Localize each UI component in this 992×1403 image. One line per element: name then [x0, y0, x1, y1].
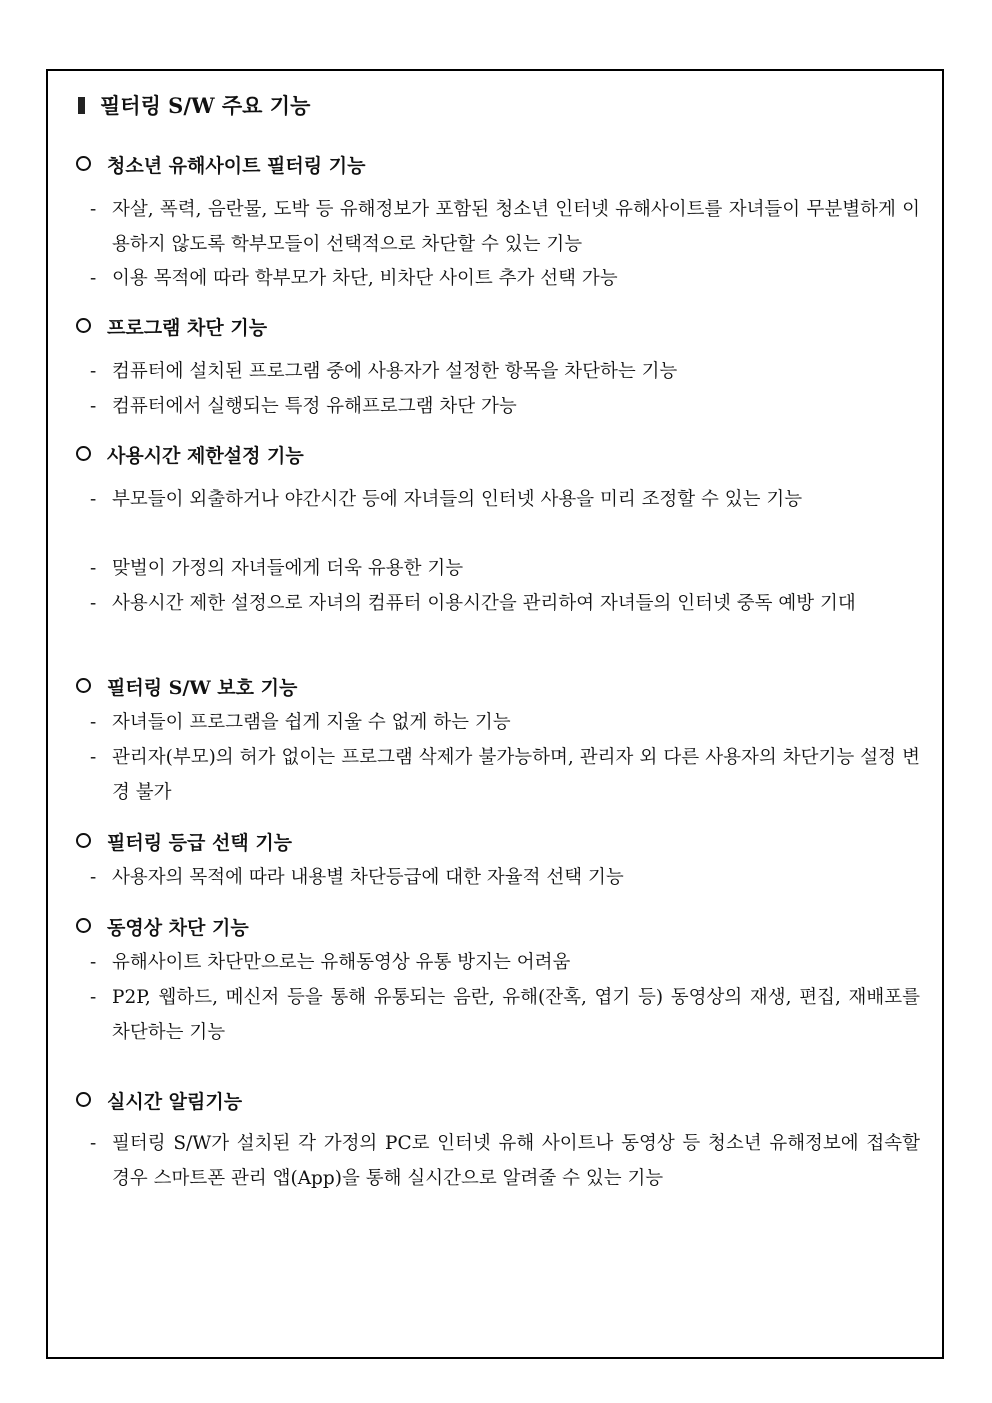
- dash-marker: -: [90, 396, 97, 417]
- dash-marker: -: [90, 361, 97, 382]
- list-item: [90, 586, 920, 621]
- section-heading-text: 동영상 차단 기능: [107, 917, 249, 939]
- list-item: [90, 551, 920, 586]
- document-title-text: 필터링 S/W 주요 기능: [100, 93, 311, 118]
- list-item: [90, 354, 920, 389]
- section-heading-text: 필터링 S/W 보호 기능: [107, 677, 298, 699]
- section-heading-text: 프로그램 차단 기능: [107, 317, 268, 339]
- circle-bullet-icon: [76, 833, 91, 848]
- section-heading-text: 실시간 알림기능: [107, 1091, 243, 1113]
- list-item-text: 컴퓨터에 설치된 프로그램 중에 사용자가 설정한 항목을 차단하는 기능: [112, 361, 678, 382]
- dash-marker: -: [90, 867, 97, 888]
- list-item-text: 이용 목적에 따라 학부모가 차단, 비차단 사이트 추가 선택 가능: [112, 268, 618, 289]
- list-item: [90, 389, 920, 424]
- list-item: [90, 980, 920, 1050]
- list-item-text: P2P, 웹하드, 메신저 등을 통해 유통되는 음란, 유해(잔혹, 엽기 등) 동영상의 재생, 편집, 재배포를 차단하는 기능: [112, 987, 920, 1043]
- section-heading-realtime-alert: [76, 1089, 242, 1115]
- list-item: [90, 945, 920, 980]
- list-item-text: 컴퓨터에서 실행되는 특정 유해프로그램 차단 가능: [112, 396, 517, 417]
- circle-bullet-icon: [76, 1092, 91, 1107]
- dash-marker: -: [90, 199, 97, 220]
- circle-bullet-icon: [76, 156, 91, 171]
- list-item: [90, 192, 920, 262]
- list-item-text: 필터링 S/W가 설치된 각 가정의 PC로 인터넷 유해 사이트나 동영상 등 청소년 유해정보에 접속할 경우 스마트폰 관리 앱(App)을 통해 실시간으로 알려줄 수 있는 기능: [112, 1133, 920, 1189]
- list-item: [90, 261, 920, 296]
- dash-marker: -: [90, 712, 97, 733]
- list-item-text: 자살, 폭력, 음란물, 도박 등 유해정보가 포함된 청소년 인터넷 유해사이트를 자녀들이 무분별하게 이용하지 않도록 학부모들이 선택적으로 차단할 수 있는 기능: [112, 199, 920, 255]
- list-item: [90, 705, 920, 740]
- list-item-text: 자녀들이 프로그램을 쉽게 지울 수 없게 하는 기능: [112, 712, 511, 733]
- section-heading-filtering-grade: [76, 830, 292, 856]
- title-bar-marker: [78, 97, 85, 114]
- list-item: [90, 1126, 920, 1196]
- section-heading-program-blocking: [76, 315, 267, 341]
- dash-marker: -: [90, 952, 97, 973]
- list-item: [90, 860, 920, 895]
- list-item-text: 사용자의 목적에 따라 내용별 차단등급에 대한 자율적 선택 기능: [112, 867, 624, 888]
- circle-bullet-icon: [76, 318, 91, 333]
- list-item: [90, 740, 920, 810]
- section-heading-video-blocking: [76, 915, 249, 941]
- list-item-text: 부모들이 외출하거나 야간시간 등에 자녀들의 인터넷 사용을 미리 조정할 수 있는 기능: [112, 489, 803, 510]
- list-item-text: 사용시간 제한 설정으로 자녀의 컴퓨터 이용시간을 관리하여 자녀들의 인터넷 중독 예방 기대: [112, 593, 856, 614]
- dash-marker: -: [90, 558, 97, 579]
- dash-marker: -: [90, 593, 97, 614]
- dash-marker: -: [90, 268, 97, 289]
- dash-marker: -: [90, 489, 97, 510]
- dash-marker: -: [90, 1133, 97, 1154]
- section-heading-teen-site-filtering: [76, 153, 365, 179]
- section-heading-usage-time-limit: [76, 443, 304, 469]
- circle-bullet-icon: [76, 446, 91, 461]
- section-heading-text: 청소년 유해사이트 필터링 기능: [107, 155, 366, 177]
- dash-marker: -: [90, 987, 97, 1008]
- list-item-text: 관리자(부모)의 허가 없이는 프로그램 삭제가 불가능하며, 관리자 외 다른 사용자의 차단기능 설정 변경 불가: [112, 747, 920, 803]
- dash-marker: -: [90, 747, 97, 768]
- list-item-text: 유해사이트 차단만으로는 유해동영상 유통 방지는 어려움: [112, 952, 571, 973]
- list-item: [90, 482, 920, 517]
- section-heading-text: 사용시간 제한설정 기능: [107, 445, 304, 467]
- circle-bullet-icon: [76, 678, 91, 693]
- circle-bullet-icon: [76, 918, 91, 933]
- document-title: [78, 92, 310, 120]
- list-item-text: 맞벌이 가정의 자녀들에게 더욱 유용한 기능: [112, 558, 464, 579]
- section-heading-sw-protection: [76, 675, 297, 701]
- section-heading-text: 필터링 등급 선택 기능: [107, 832, 293, 854]
